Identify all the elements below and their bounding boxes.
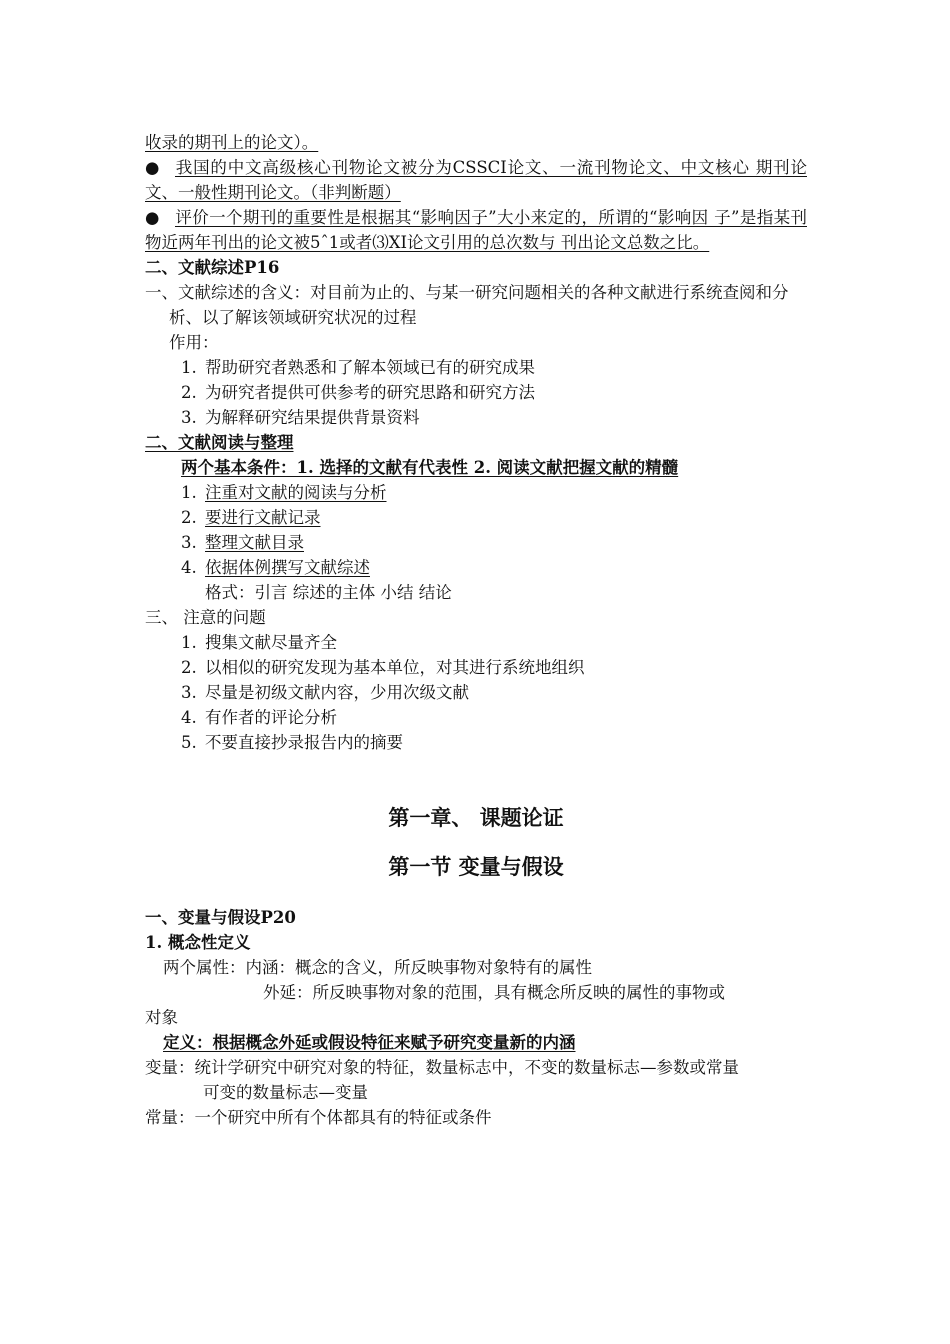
section-title: 第一节 变量与假设 bbox=[388, 854, 564, 879]
list-item bbox=[145, 730, 807, 755]
list-number: 5. bbox=[181, 733, 197, 752]
attribute-line: 两个属性：内涵：概念的含义，所反映事物对象特有的属性 bbox=[163, 958, 592, 977]
constant-line: 常量：一个研究中所有个体都具有的特征或条件 bbox=[145, 1108, 492, 1127]
attribute-line: 外延：所反映事物对象的范围，具有概念所反映的属性的事物或 bbox=[263, 983, 725, 1002]
bullet-icon: ● bbox=[145, 208, 160, 227]
list-number: 2. bbox=[181, 383, 197, 402]
attribute-line: 对象 bbox=[145, 1008, 178, 1027]
list-item bbox=[145, 380, 807, 405]
format-line: 格式：引言 综述的主体 小结 结论 bbox=[205, 583, 452, 602]
list-text: 不要直接抄录报告内的摘要 bbox=[205, 733, 403, 752]
heading-variables: 一、变量与假设P20 bbox=[145, 908, 296, 927]
chapter-title: 第一章、 课题论证 bbox=[388, 805, 564, 830]
bullet-icon: ● bbox=[145, 158, 160, 177]
document-page bbox=[145, 130, 807, 1130]
review-definition: 一、文献综述的含义：对目前为止的、与某一研究问题相关的各种文献进行系统查阅和分析、以了解该领域研究状况的过程 bbox=[145, 283, 789, 327]
list-number: 3. bbox=[181, 683, 197, 702]
list-item bbox=[145, 680, 807, 705]
list-text: 整理文献目录 bbox=[205, 533, 304, 552]
list-item bbox=[145, 655, 807, 680]
heading-concept: 1. 概念性定义 bbox=[145, 933, 251, 952]
list-item bbox=[145, 630, 807, 655]
list-text: 搜集文献尽量齐全 bbox=[205, 633, 337, 652]
list-text: 以相似的研究发现为基本单位，对其进行系统地组织 bbox=[205, 658, 585, 677]
section-heading-reading: 二、文献阅读与整理 bbox=[145, 433, 294, 452]
bullet-paragraph bbox=[145, 205, 807, 255]
list-number: 4. bbox=[181, 708, 197, 727]
bullet-paragraph bbox=[145, 155, 807, 205]
basic-conditions: 两个基本条件：1. 选择的文献有代表性 2. 阅读文献把握文献的精髓 bbox=[181, 458, 679, 477]
list-number: 4. bbox=[181, 558, 197, 577]
variable-line: 可变的数量标志—变量 bbox=[203, 1083, 368, 1102]
list-text: 为研究者提供可供参考的研究思路和研究方法 bbox=[205, 383, 535, 402]
list-number: 2. bbox=[181, 658, 197, 677]
list-item bbox=[145, 505, 807, 530]
bullet-text: 评价一个期刊的重要性是根据其“影响因子”大小来定的，所谓的“影响因 子”是指某刊物近两年刊出的论文被5ˆ1或者⑶XI论文引用的总次数与 刊出论文总数之比。 bbox=[145, 208, 807, 252]
list-item bbox=[145, 355, 807, 380]
list-number: 1. bbox=[181, 483, 197, 502]
list-number: 3. bbox=[181, 533, 197, 552]
list-text: 注重对文献的阅读与分析 bbox=[205, 483, 387, 502]
text-line: 收录的期刊上的论文）。 bbox=[145, 133, 319, 152]
list-number: 2. bbox=[181, 508, 197, 527]
section-heading-notes: 三、 注意的问题 bbox=[145, 608, 266, 627]
list-text: 尽量是初级文献内容，少用次级文献 bbox=[205, 683, 469, 702]
list-text: 有作者的评论分析 bbox=[205, 708, 337, 727]
list-text: 为解释研究结果提供背景资料 bbox=[205, 408, 420, 427]
list-number: 1. bbox=[181, 358, 197, 377]
list-text: 帮助研究者熟悉和了解本领域已有的研究成果 bbox=[205, 358, 535, 377]
list-text: 依据体例撰写文献综述 bbox=[205, 558, 370, 577]
list-number: 3. bbox=[181, 408, 197, 427]
list-item bbox=[145, 705, 807, 730]
section-heading-review: 二、文献综述P16 bbox=[145, 258, 280, 277]
list-item bbox=[145, 480, 807, 505]
list-item bbox=[145, 530, 807, 555]
list-item bbox=[145, 405, 807, 430]
definition-line: 定义：根据概念外延或假设特征来赋予研究变量新的内涵 bbox=[163, 1033, 576, 1052]
role-label: 作用： bbox=[169, 333, 219, 352]
variable-line: 变量：统计学研究中研究对象的特征，数量标志中，不变的数量标志—参数或常量 bbox=[145, 1058, 739, 1077]
list-number: 1. bbox=[181, 633, 197, 652]
list-item bbox=[145, 555, 807, 580]
bullet-text: 我国的中文高级核心刊物论文被分为CSSCI论文、一流刊物论文、中文核心 期刊论文、一般性期刊论文。（非判断题） bbox=[145, 158, 807, 202]
list-text: 要进行文献记录 bbox=[205, 508, 321, 527]
